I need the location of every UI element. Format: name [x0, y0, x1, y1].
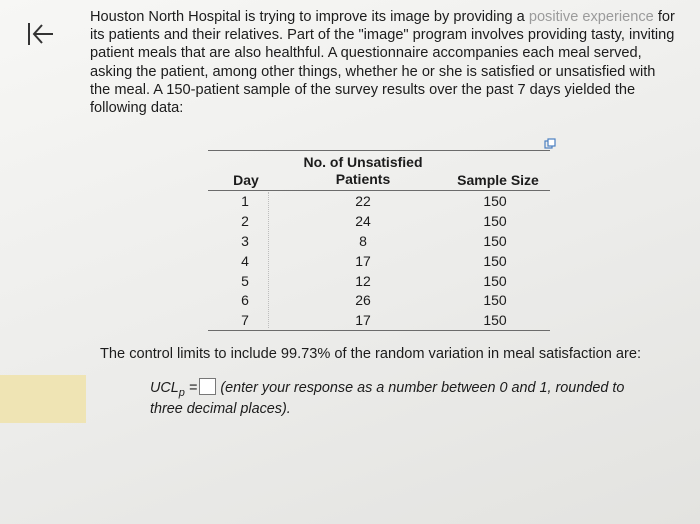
- control-limits-prompt: The control limits to include 99.73% of the random variation in meal satisfaction are:: [100, 346, 642, 362]
- row-4-sample-size: 150: [483, 253, 507, 269]
- answer-highlight-band: [0, 375, 86, 423]
- row-3-day: 3: [241, 233, 249, 249]
- header-day: Day: [233, 172, 259, 188]
- header-sample-size: Sample Size: [457, 172, 539, 188]
- row-4-unsatisfied: 17: [355, 253, 371, 269]
- row-1-unsatisfied: 22: [355, 193, 371, 209]
- back-arrow-icon[interactable]: [26, 20, 56, 48]
- answer-hint: (enter your response as a number between 0 and 1, rounded to three decimal places).: [150, 380, 625, 417]
- table-header-rule: [208, 190, 550, 191]
- ucl-answer-row: [150, 378, 650, 419]
- row-6-unsatisfied: 26: [355, 292, 371, 308]
- row-5-day: 5: [241, 273, 249, 289]
- row-3-unsatisfied: 8: [359, 233, 367, 249]
- row-2-day: 2: [241, 213, 249, 229]
- row-4-day: 4: [241, 253, 249, 269]
- ucl-label: UCL: [150, 380, 179, 396]
- column-divider: [268, 192, 269, 328]
- ucl-subscript: p: [178, 387, 185, 399]
- ucl-answer-input[interactable]: [199, 378, 216, 395]
- row-1-sample-size: 150: [483, 193, 507, 209]
- row-7-day: 7: [241, 312, 249, 328]
- equals-sign: =: [188, 380, 198, 396]
- table-bottom-rule: [208, 330, 550, 331]
- row-7-sample-size: 150: [483, 312, 507, 328]
- row-6-day: 6: [241, 292, 249, 308]
- header-unsatisfied: No. of Unsatisfied Patients: [303, 154, 423, 187]
- table-top-rule: [208, 150, 550, 151]
- row-6-sample-size: 150: [483, 292, 507, 308]
- copy-icon[interactable]: [544, 138, 556, 150]
- question-text-highlight: positive experience: [528, 9, 654, 25]
- row-5-sample-size: 150: [483, 273, 507, 289]
- question-text: [90, 8, 675, 117]
- row-5-unsatisfied: 12: [355, 273, 371, 289]
- question-text-end: for its patients and their relatives. Part of the "image" program involves providing tasty, inviting patient meals that are also healthful. A questionnaire accompanies each meal served, asking the patient, among other things, whether he or she is satisfied or unsatisfied with the meal. A 150-patient sample of the survey results over the past 7 days yielded the following data:: [90, 9, 675, 117]
- row-1-day: 1: [241, 193, 249, 209]
- row-7-unsatisfied: 17: [355, 312, 371, 328]
- row-3-sample-size: 150: [483, 233, 507, 249]
- question-text-start: Houston North Hospital is trying to improve its image by providing a: [90, 9, 529, 25]
- row-2-sample-size: 150: [483, 213, 507, 229]
- row-2-unsatisfied: 24: [355, 213, 371, 229]
